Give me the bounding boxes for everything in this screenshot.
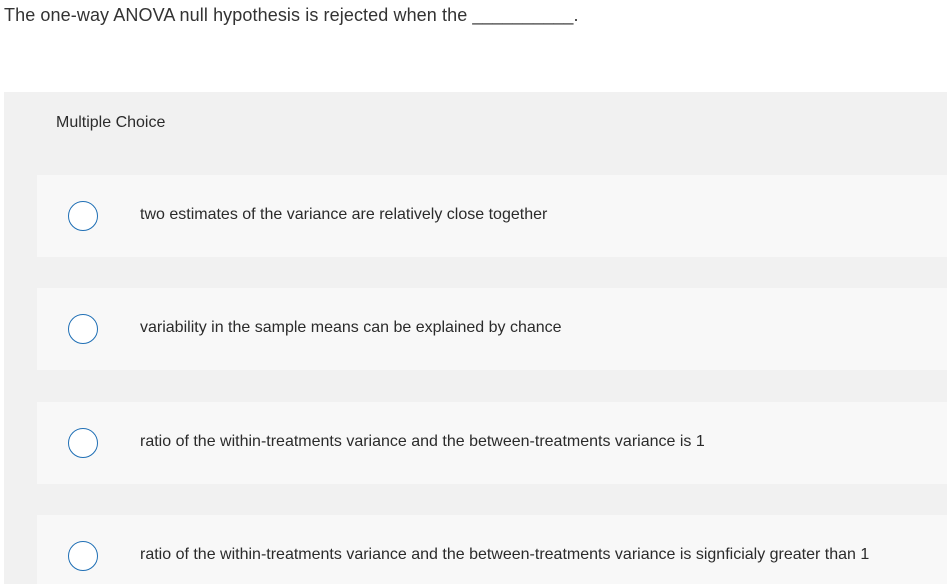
question-text: The one-way ANOVA null hypothesis is rejected when the __________. bbox=[4, 5, 579, 25]
radio-button-icon[interactable] bbox=[68, 201, 98, 231]
question-type-label: Multiple Choice bbox=[56, 114, 166, 131]
choice-label: variability in the sample means can be explained by chance bbox=[140, 319, 562, 336]
choice-option-2[interactable] bbox=[37, 288, 947, 370]
choice-label: two estimates of the variance are relatively close together bbox=[140, 206, 548, 223]
choice-label: ratio of the within-treatments variance and the between-treatments variance is signficialy greater than 1 bbox=[140, 546, 870, 563]
choice-option-3[interactable] bbox=[37, 402, 947, 484]
radio-button-icon[interactable] bbox=[68, 541, 98, 571]
choice-option-1[interactable] bbox=[37, 175, 947, 257]
radio-button-icon[interactable] bbox=[68, 314, 98, 344]
radio-button-icon[interactable] bbox=[68, 428, 98, 458]
choice-label: ratio of the within-treatments variance and the between-treatments variance is 1 bbox=[140, 433, 705, 450]
multiple-choice-panel bbox=[4, 92, 947, 584]
choice-option-4[interactable] bbox=[37, 515, 947, 584]
